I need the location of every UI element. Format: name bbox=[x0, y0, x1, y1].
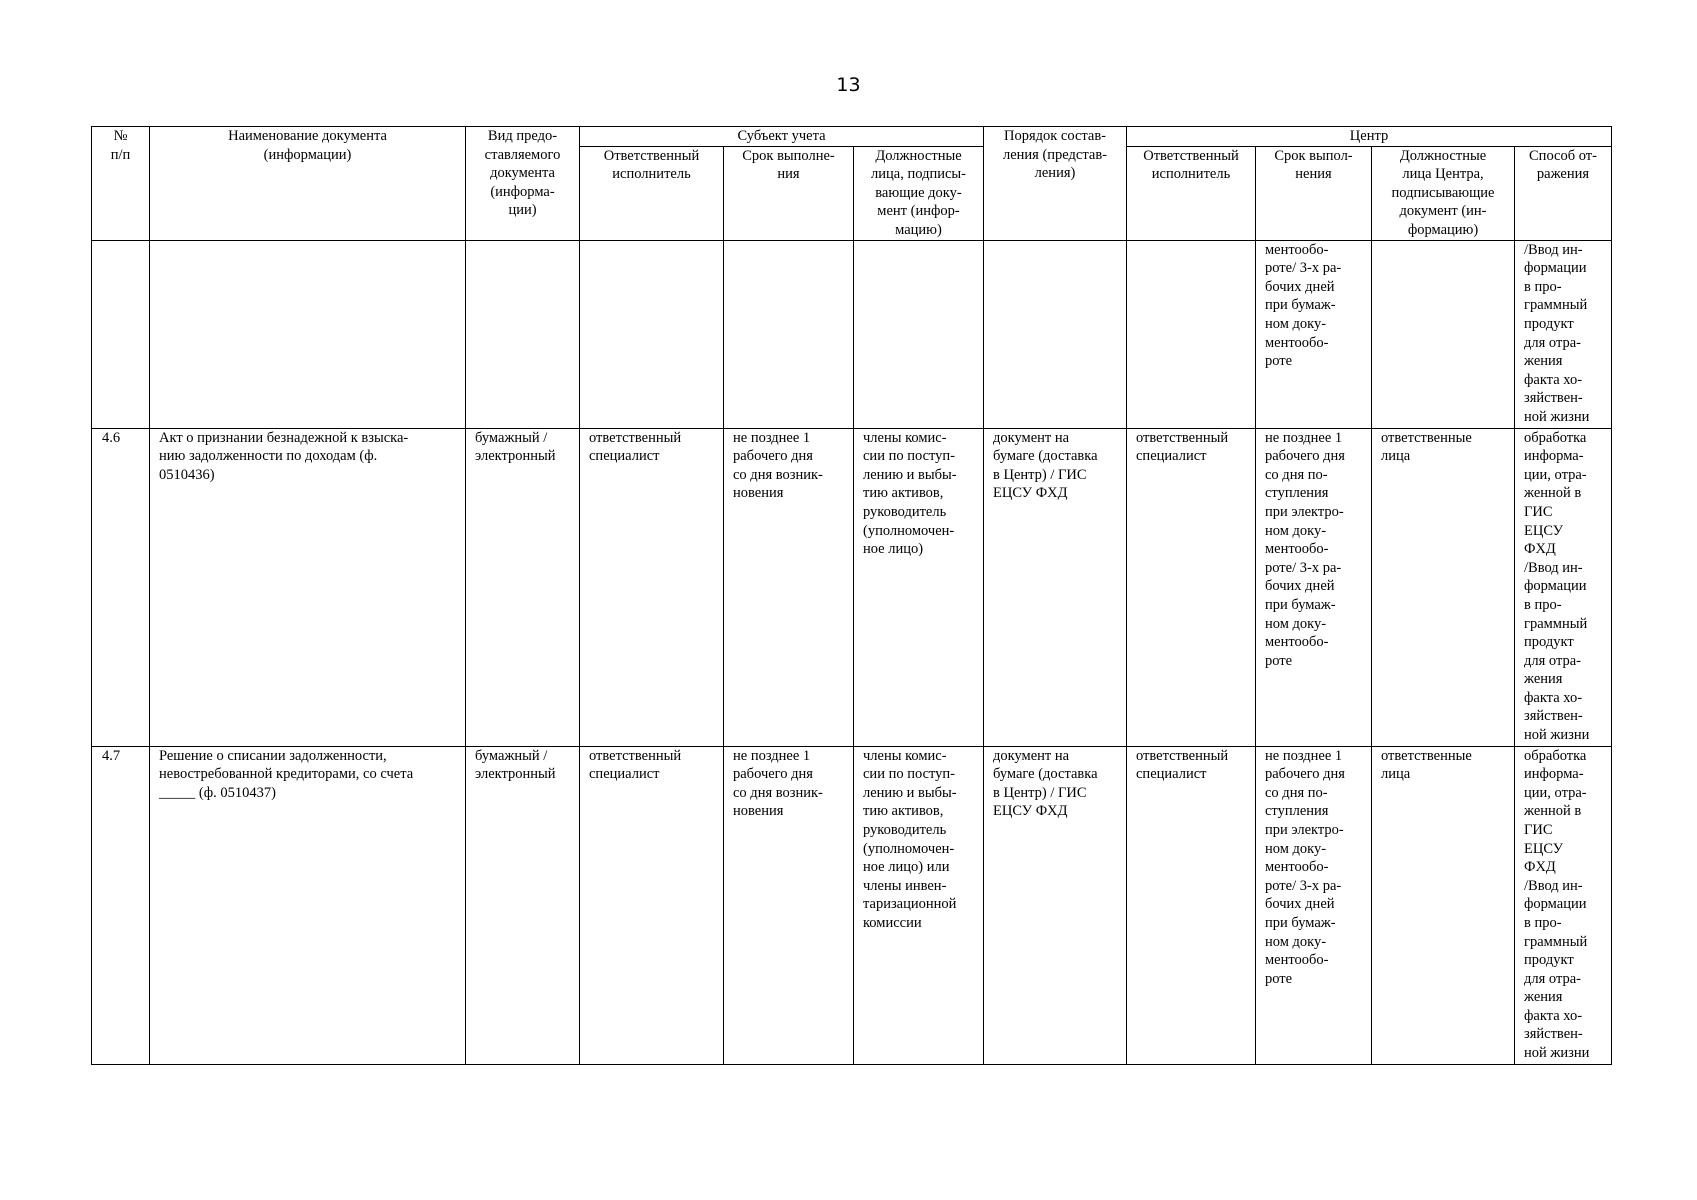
cell-center-method: /Ввод ин- формации в про- граммный продукт для отра- жения факта хо- зяйствен- ной жизни bbox=[1515, 240, 1612, 428]
cell-center-signers: ответственные лица bbox=[1372, 746, 1515, 1064]
cell-subject-executor bbox=[580, 240, 724, 428]
header-order: Порядок состав- ления (представ- ления) bbox=[984, 127, 1127, 241]
header-document-name: Наименование документа (информации) bbox=[150, 127, 466, 241]
cell-document-name bbox=[150, 240, 466, 428]
table-row-continuation bbox=[92, 240, 1612, 428]
cell-center-term: не позднее 1 рабочего дня со дня по- ступления при электро- ном доку- ментообо- роте/ 3-х ра- бочих дней при бумаж- ном доку- ментообо- роте bbox=[1256, 746, 1372, 1064]
cell-center-term: не позднее 1 рабочего дня со дня по- ступления при электро- ном доку- ментообо- роте/ 3-х ра- бочих дней при бумаж- ном доку- ментообо- роте bbox=[1256, 428, 1372, 746]
cell-center-signers: ответственные лица bbox=[1372, 428, 1515, 746]
cell-num bbox=[92, 240, 150, 428]
cell-center-signers bbox=[1372, 240, 1515, 428]
cell-subject-term: не позднее 1 рабочего дня со дня возник- новения bbox=[724, 428, 854, 746]
cell-center-executor: ответственный специалист bbox=[1127, 428, 1256, 746]
cell-num: 4.7 bbox=[92, 746, 150, 1064]
header-center-method: Способ от- ражения bbox=[1515, 146, 1612, 240]
cell-center-method: обработка информа- ции, отра- женной в ГИС ЕЦСУ ФХД /Ввод ин- формации в про- граммный продукт для отра- жения факта хо- зяйствен- ной жизни bbox=[1515, 746, 1612, 1064]
cell-num: 4.6 bbox=[92, 428, 150, 746]
header-row-top bbox=[92, 127, 1612, 147]
cell-subject-signers bbox=[854, 240, 984, 428]
table-row-4-6 bbox=[92, 428, 1612, 746]
header-subject-term: Срок выполне- ния bbox=[724, 146, 854, 240]
cell-center-executor: ответственный специалист bbox=[1127, 746, 1256, 1064]
cell-document-type: бумажный / электронный bbox=[466, 746, 580, 1064]
header-center-executor: Ответственный исполнитель bbox=[1127, 146, 1256, 240]
cell-subject-executor: ответственный специалист bbox=[580, 428, 724, 746]
header-document-type: Вид предо- ставляемого документа (информа- ции) bbox=[466, 127, 580, 241]
cell-document-type bbox=[466, 240, 580, 428]
cell-subject-term: не позднее 1 рабочего дня со дня возник- новения bbox=[724, 746, 854, 1064]
page-number: 13 bbox=[836, 74, 861, 96]
header-center-group: Центр bbox=[1127, 127, 1612, 147]
header-num: № п/п bbox=[92, 127, 150, 241]
header-center-term: Срок выпол- нения bbox=[1256, 146, 1372, 240]
header-subject-executor: Ответственный исполнитель bbox=[580, 146, 724, 240]
cell-order: документ на бумаге (доставка в Центр) / ГИС ЕЦСУ ФХД bbox=[984, 428, 1127, 746]
cell-subject-term bbox=[724, 240, 854, 428]
cell-order bbox=[984, 240, 1127, 428]
table-row-4-7 bbox=[92, 746, 1612, 1064]
cell-document-name: Решение о списании задолженности, невостребованной кредиторами, со счета _____ (ф. 0510437) bbox=[150, 746, 466, 1064]
cell-order: документ на бумаге (доставка в Центр) / ГИС ЕЦСУ ФХД bbox=[984, 746, 1127, 1064]
cell-subject-executor: ответственный специалист bbox=[580, 746, 724, 1064]
header-center-signers: Должностные лица Центра, подписывающие документ (ин- формацию) bbox=[1372, 146, 1515, 240]
cell-subject-signers: члены комис- сии по поступ- лению и выбы- тию активов, руководитель (уполномочен- ное лицо) bbox=[854, 428, 984, 746]
cell-center-executor bbox=[1127, 240, 1256, 428]
header-subject-group: Субъект учета bbox=[580, 127, 984, 147]
header-subject-signers: Должностные лица, подписы- вающие доку- мент (инфор- мацию) bbox=[854, 146, 984, 240]
cell-document-type: бумажный / электронный bbox=[466, 428, 580, 746]
document-table bbox=[91, 126, 1612, 1065]
cell-center-method: обработка информа- ции, отра- женной в ГИС ЕЦСУ ФХД /Ввод ин- формации в про- граммный продукт для отра- жения факта хо- зяйствен- ной жизни bbox=[1515, 428, 1612, 746]
cell-center-term: ментообо- роте/ 3-х ра- бочих дней при бумаж- ном доку- ментообо- роте bbox=[1256, 240, 1372, 428]
cell-subject-signers: члены комис- сии по поступ- лению и выбы- тию активов, руководитель (уполномочен- ное лицо) или члены инвен- таризационной комиссии bbox=[854, 746, 984, 1064]
cell-document-name: Акт о признании безнадежной к взыска- нию задолженности по доходам (ф. 0510436) bbox=[150, 428, 466, 746]
